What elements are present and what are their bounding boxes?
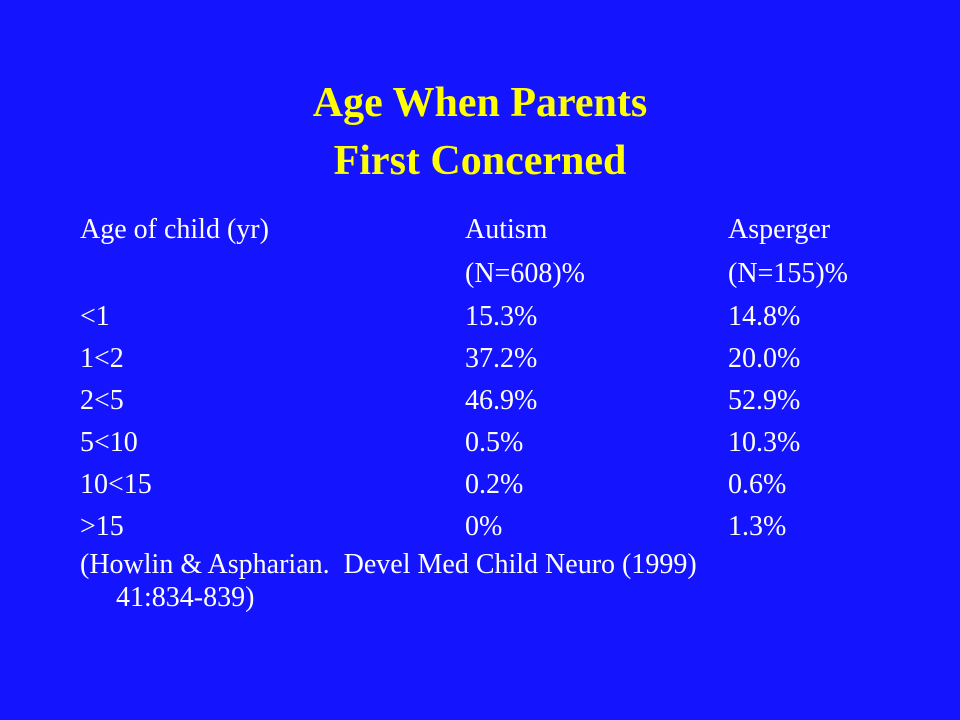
header-age: Age of child (yr) (80, 214, 269, 245)
asperger-cell: 20.0% (728, 343, 801, 374)
autism-cell: 0.5% (465, 427, 524, 458)
asperger-cell: 10.3% (728, 427, 801, 458)
table-header-row (0, 210, 960, 250)
citation-journal: Devel Med Child Neuro (1999) (343, 549, 697, 580)
autism-cell: 37.2% (465, 343, 538, 374)
autism-cell: 0% (465, 511, 503, 542)
table-subheader-row (0, 254, 960, 294)
subheader-autism: (N=608)% (465, 258, 585, 289)
header-asperger: Asperger (728, 214, 831, 245)
table-row (0, 381, 960, 421)
autism-cell: 0.2% (465, 469, 524, 500)
age-cell: <1 (80, 301, 110, 332)
slide-title (0, 74, 960, 190)
table-row (0, 339, 960, 379)
header-autism: Autism (465, 214, 548, 245)
age-cell: 5<10 (80, 427, 138, 458)
citation-pages: 41:834-839) (116, 582, 255, 613)
autism-cell: 46.9% (465, 385, 538, 416)
table-row (0, 465, 960, 505)
asperger-cell: 1.3% (728, 511, 787, 542)
table-row (0, 297, 960, 337)
subheader-asperger: (N=155)% (728, 258, 848, 289)
citation-authors: (Howlin & Aspharian. (80, 549, 330, 580)
autism-cell: 15.3% (465, 301, 538, 332)
age-cell: 10<15 (80, 469, 152, 500)
asperger-cell: 14.8% (728, 301, 801, 332)
asperger-cell: 52.9% (728, 385, 801, 416)
title-line-2: First Concerned (333, 138, 627, 184)
citation (80, 548, 900, 614)
age-cell: >15 (80, 511, 124, 542)
age-cell: 1<2 (80, 343, 124, 374)
title-line-1: Age When Parents (312, 80, 648, 126)
asperger-cell: 0.6% (728, 469, 787, 500)
age-cell: 2<5 (80, 385, 124, 416)
table-row (0, 507, 960, 547)
table-row (0, 423, 960, 463)
